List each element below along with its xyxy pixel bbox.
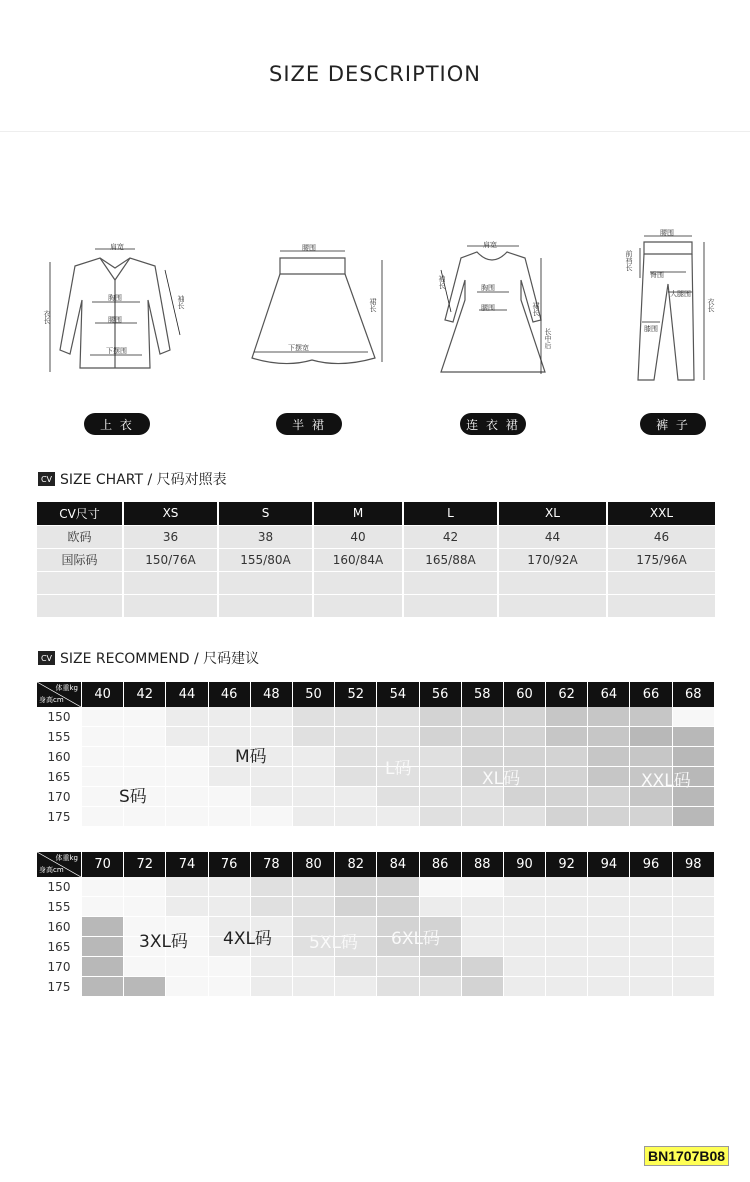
table-cell: 46 [607, 525, 716, 548]
height-label: 160 [47, 750, 71, 764]
cv-badge: CV [38, 651, 55, 665]
grid-cell [587, 787, 629, 807]
table-cell: 36 [123, 525, 218, 548]
table-cell: 38 [218, 525, 313, 548]
size-label: 4XL码 [223, 929, 272, 949]
grid-row [37, 807, 716, 827]
grid-cell [292, 957, 334, 977]
garment-tag-top: 上 衣 [84, 413, 150, 435]
grid-cell [587, 707, 629, 727]
label-waist: 腰围 [660, 229, 674, 237]
grid-cell [545, 807, 587, 827]
weight-header-cell: 62 [545, 682, 587, 707]
grid-cell [461, 787, 503, 807]
grid-cell [334, 727, 376, 747]
label-chest: 胸围 [481, 284, 495, 292]
grid-cell [672, 977, 714, 997]
shirt-diagram [40, 240, 190, 380]
grid-cell [672, 707, 714, 727]
grid-row [37, 977, 716, 997]
table-row [37, 594, 716, 617]
grid-row [37, 747, 716, 767]
grid-cell [672, 877, 714, 897]
grid-cell [208, 977, 250, 997]
grid-cell [503, 787, 545, 807]
garment-tag-pants: 裤 子 [640, 413, 706, 435]
weight-header-cell: 74 [165, 852, 207, 877]
grid-cell [545, 767, 587, 787]
grid-cell [419, 707, 461, 727]
grid-cell [334, 787, 376, 807]
grid-cell [165, 897, 207, 917]
label-back-length: 长中后 [544, 328, 552, 349]
weight-header-cell: 82 [334, 852, 376, 877]
grid-cell [545, 917, 587, 937]
height-label: 175 [47, 980, 71, 994]
grid-cell [292, 897, 334, 917]
weight-header-cell: 88 [461, 852, 503, 877]
table-cell: 150/76A [123, 548, 218, 571]
weight-header-cell: 86 [419, 852, 461, 877]
grid-cell [208, 877, 250, 897]
grid-cell [545, 957, 587, 977]
table-cell: 155/80A [218, 548, 313, 571]
grid-cell [503, 937, 545, 957]
weight-header-cell: 72 [123, 852, 165, 877]
label-dress-length: 裙长 [532, 302, 540, 316]
grid-cell [629, 727, 671, 747]
grid-cell [250, 767, 292, 787]
grid-cell [629, 917, 671, 937]
table-cell [37, 594, 123, 617]
weight-header-cell: 54 [376, 682, 418, 707]
grid-cell [587, 897, 629, 917]
cv-badge: CV [38, 472, 55, 486]
weight-header-cell: 84 [376, 852, 418, 877]
grid-cell [629, 707, 671, 727]
grid-cell [334, 747, 376, 767]
height-unit-label: 身高cm [39, 696, 64, 704]
grid-cell [81, 767, 123, 787]
grid-cell [208, 897, 250, 917]
table-cell [218, 571, 313, 594]
table-cell: 44 [498, 525, 607, 548]
header-cell: M [313, 502, 403, 525]
size-label: XL码 [482, 769, 521, 789]
grid-cell [81, 977, 123, 997]
grid-cell [503, 877, 545, 897]
grid-cell [629, 957, 671, 977]
label-waist: 腰围 [108, 316, 122, 324]
grid-cell [165, 807, 207, 827]
grid-cell [461, 897, 503, 917]
grid-cell [545, 977, 587, 997]
recommend-grid-2 [37, 852, 716, 997]
size-recommend-heading [38, 650, 259, 666]
height-unit-label: 身高cm [39, 866, 64, 874]
header-cell: XL [498, 502, 607, 525]
weight-header-cell: 64 [587, 682, 629, 707]
grid-cell [419, 787, 461, 807]
weight-header-cell: 66 [629, 682, 671, 707]
grid-cell [165, 977, 207, 997]
header-cell: XXL [607, 502, 716, 525]
weight-header-cell: 90 [503, 852, 545, 877]
weight-header-cell: 94 [587, 852, 629, 877]
height-label: 155 [47, 730, 71, 744]
grid-cell [503, 917, 545, 937]
header-cell: L [403, 502, 498, 525]
weight-unit-label: 体重kg [55, 684, 78, 692]
grid-cell [629, 807, 671, 827]
grid-header-row [37, 682, 716, 707]
table-cell [218, 594, 313, 617]
dress-diagram [437, 240, 557, 380]
grid-cell [334, 707, 376, 727]
grid-cell [461, 957, 503, 977]
grid-cell [81, 957, 123, 977]
table-cell [123, 594, 218, 617]
size-recommend-title: SIZE RECOMMEND / 尺码建议 [60, 651, 260, 667]
grid-cell [461, 877, 503, 897]
grid-cell [123, 747, 165, 767]
grid-cell [587, 807, 629, 827]
label-skirt-length: 裙长 [369, 298, 377, 312]
grid-cell [123, 957, 165, 977]
table-cell: 42 [403, 525, 498, 548]
grid-cell [672, 917, 714, 937]
grid-cell [376, 977, 418, 997]
grid-cell [672, 727, 714, 747]
grid-cell [123, 977, 165, 997]
grid-cell [545, 937, 587, 957]
size-label: S码 [119, 787, 147, 807]
height-label: 170 [47, 960, 71, 974]
table-row [37, 571, 716, 594]
grid-cell [123, 727, 165, 747]
grid-row [37, 897, 716, 917]
grid-cell [503, 977, 545, 997]
grid-cell [461, 707, 503, 727]
table-cell [403, 594, 498, 617]
height-label: 150 [47, 880, 71, 894]
grid-cell [503, 957, 545, 977]
height-label: 165 [47, 770, 71, 784]
size-label: M码 [235, 747, 267, 767]
label-length: 衣长 [43, 310, 51, 324]
grid-cell [376, 877, 418, 897]
label-length: 衣长 [707, 298, 715, 312]
grid-cell [587, 937, 629, 957]
grid-cell [629, 977, 671, 997]
weight-header-cell: 70 [81, 852, 123, 877]
label-front-rise: 前裆长 [625, 250, 633, 271]
grid-cell [123, 807, 165, 827]
size-label: L码 [385, 759, 412, 779]
table-cell [37, 571, 123, 594]
grid-cell [419, 877, 461, 897]
label-thigh: 大腿围 [670, 290, 691, 298]
grid-cell [545, 877, 587, 897]
label-knee: 膝围 [644, 325, 658, 333]
grid-cell [587, 877, 629, 897]
grid-cell [165, 877, 207, 897]
grid-cell [292, 707, 334, 727]
grid-cell [672, 957, 714, 977]
table-cell [313, 594, 403, 617]
table-cell: 40 [313, 525, 403, 548]
table-cell [607, 594, 716, 617]
table-cell: 欧码 [37, 525, 123, 548]
size-label: 6XL码 [391, 929, 440, 949]
label-waist: 腰围 [481, 304, 495, 312]
label-hip: 臀围 [650, 271, 664, 279]
grid-cell [208, 807, 250, 827]
grid-cell [334, 977, 376, 997]
weight-header-cell: 40 [81, 682, 123, 707]
weight-header-cell: 92 [545, 852, 587, 877]
grid-row [37, 877, 716, 897]
label-hem: 下摆围 [106, 347, 127, 355]
product-code: BN1707B08 [644, 1146, 729, 1166]
grid-cell [672, 747, 714, 767]
weight-header-cell: 42 [123, 682, 165, 707]
height-label: 175 [47, 810, 71, 824]
grid-row [37, 727, 716, 747]
grid-cell [292, 977, 334, 997]
grid-cell [292, 877, 334, 897]
table-row [37, 548, 716, 571]
weight-header-cell: 48 [250, 682, 292, 707]
size-label: XXL码 [641, 771, 691, 791]
grid-header-row [37, 852, 716, 877]
weight-header-cell: 78 [250, 852, 292, 877]
grid-cell [376, 787, 418, 807]
grid-cell [587, 957, 629, 977]
grid-cell [250, 977, 292, 997]
grid-cell [81, 727, 123, 747]
garment-tag-skirt: 半 裙 [276, 413, 342, 435]
grid-cell [250, 707, 292, 727]
weight-header-cell: 52 [334, 682, 376, 707]
grid-cell [503, 707, 545, 727]
table-row [37, 525, 716, 548]
grid-cell [419, 727, 461, 747]
skirt-diagram [240, 240, 390, 380]
grid-cell [587, 727, 629, 747]
header-cell: CV尺寸 [37, 502, 123, 525]
grid-cell [292, 807, 334, 827]
grid-cell [587, 747, 629, 767]
grid-cell [250, 807, 292, 827]
label-sleeve: 袖长 [438, 275, 446, 289]
grid-cell [334, 767, 376, 787]
grid-cell [165, 767, 207, 787]
grid-cell [292, 727, 334, 747]
weight-header-cell: 68 [672, 682, 714, 707]
grid-cell [165, 787, 207, 807]
grid-cell [545, 727, 587, 747]
grid-cell [376, 807, 418, 827]
recommend-grid-1 [37, 682, 716, 827]
grid-cell [334, 957, 376, 977]
table-cell: 国际码 [37, 548, 123, 571]
label-sleeve: 袖长 [177, 295, 185, 309]
grid-cell [292, 747, 334, 767]
page-title: SIZE DESCRIPTION [269, 62, 481, 86]
weight-header-cell: 76 [208, 852, 250, 877]
grid-cell [545, 707, 587, 727]
grid-cell [123, 877, 165, 897]
weight-header-cell: 60 [503, 682, 545, 707]
pants-diagram [620, 228, 720, 388]
table-cell [498, 571, 607, 594]
grid-cell [503, 897, 545, 917]
grid-cell [629, 747, 671, 767]
grid-cell [250, 787, 292, 807]
grid-cell [81, 747, 123, 767]
table-cell [123, 571, 218, 594]
grid-cell [461, 807, 503, 827]
grid-cell [165, 707, 207, 727]
weight-header-cell: 50 [292, 682, 334, 707]
grid-cell [545, 897, 587, 917]
grid-cell [461, 917, 503, 937]
weight-header-cell: 96 [629, 852, 671, 877]
garment-tag-dress: 连 衣 裙 [460, 413, 526, 435]
grid-cell [376, 707, 418, 727]
grid-cell [250, 897, 292, 917]
grid-row [37, 707, 716, 727]
weight-header-cell: 44 [165, 682, 207, 707]
table-cell [313, 571, 403, 594]
weight-unit-label: 体重kg [55, 854, 78, 862]
header-cell: XS [123, 502, 218, 525]
label-waist: 腰围 [302, 244, 316, 252]
weight-header-cell: 80 [292, 852, 334, 877]
grid-cell [461, 977, 503, 997]
grid-cell [545, 787, 587, 807]
grid-cell [334, 877, 376, 897]
grid-cell [81, 937, 123, 957]
grid-cell [461, 727, 503, 747]
grid-cell [123, 897, 165, 917]
weight-header-cell: 98 [672, 852, 714, 877]
grid-cell [419, 977, 461, 997]
grid-cell [461, 937, 503, 957]
grid-cell [672, 937, 714, 957]
grid-cell [81, 707, 123, 727]
label-chest: 胸围 [108, 294, 122, 302]
size-chart-table [37, 502, 717, 618]
grid-cell [208, 707, 250, 727]
grid-cell [545, 747, 587, 767]
grid-cell [672, 807, 714, 827]
grid-cell [123, 707, 165, 727]
grid-cell [208, 767, 250, 787]
grid-cell [81, 917, 123, 937]
header-cell: S [218, 502, 313, 525]
grid-cell [250, 957, 292, 977]
grid-corner [37, 852, 81, 877]
table-cell [607, 571, 716, 594]
table-cell: 160/84A [313, 548, 403, 571]
grid-cell [165, 747, 207, 767]
grid-corner [37, 682, 81, 707]
grid-cell [165, 957, 207, 977]
size-label: 3XL码 [139, 932, 188, 952]
table-cell: 175/96A [607, 548, 716, 571]
height-label: 150 [47, 710, 71, 724]
grid-cell [503, 727, 545, 747]
grid-cell [334, 807, 376, 827]
grid-cell [208, 787, 250, 807]
grid-cell [419, 957, 461, 977]
height-label: 170 [47, 790, 71, 804]
height-label: 160 [47, 920, 71, 934]
grid-cell [629, 937, 671, 957]
grid-cell [419, 897, 461, 917]
grid-cell [165, 727, 207, 747]
grid-cell [376, 897, 418, 917]
grid-cell [334, 897, 376, 917]
grid-cell [587, 977, 629, 997]
size-chart-heading [38, 471, 227, 487]
grid-cell [208, 957, 250, 977]
grid-cell [81, 877, 123, 897]
weight-header-cell: 58 [461, 682, 503, 707]
grid-row [37, 957, 716, 977]
grid-cell [376, 727, 418, 747]
grid-cell [629, 897, 671, 917]
grid-cell [629, 877, 671, 897]
grid-cell [672, 897, 714, 917]
grid-cell [587, 917, 629, 937]
grid-cell [292, 767, 334, 787]
label-shoulder: 肩宽 [483, 241, 497, 249]
grid-cell [292, 787, 334, 807]
table-cell [403, 571, 498, 594]
grid-cell [81, 787, 123, 807]
grid-cell [419, 747, 461, 767]
grid-cell [376, 957, 418, 977]
table-header-row [37, 502, 716, 525]
size-chart-title: SIZE CHART / 尺码对照表 [60, 472, 227, 488]
height-label: 165 [47, 940, 71, 954]
label-hem-width: 下摆宽 [288, 344, 309, 352]
grid-cell [81, 807, 123, 827]
grid-cell [419, 807, 461, 827]
weight-header-cell: 46 [208, 682, 250, 707]
title-divider [0, 131, 750, 132]
weight-header-cell: 56 [419, 682, 461, 707]
grid-cell [81, 897, 123, 917]
height-label: 155 [47, 900, 71, 914]
grid-cell [250, 877, 292, 897]
grid-cell [419, 767, 461, 787]
label-shoulder: 肩宽 [110, 243, 124, 251]
grid-cell [503, 807, 545, 827]
table-cell: 165/88A [403, 548, 498, 571]
size-label: 5XL码 [309, 933, 358, 953]
grid-cell [587, 767, 629, 787]
table-cell: 170/92A [498, 548, 607, 571]
table-cell [498, 594, 607, 617]
